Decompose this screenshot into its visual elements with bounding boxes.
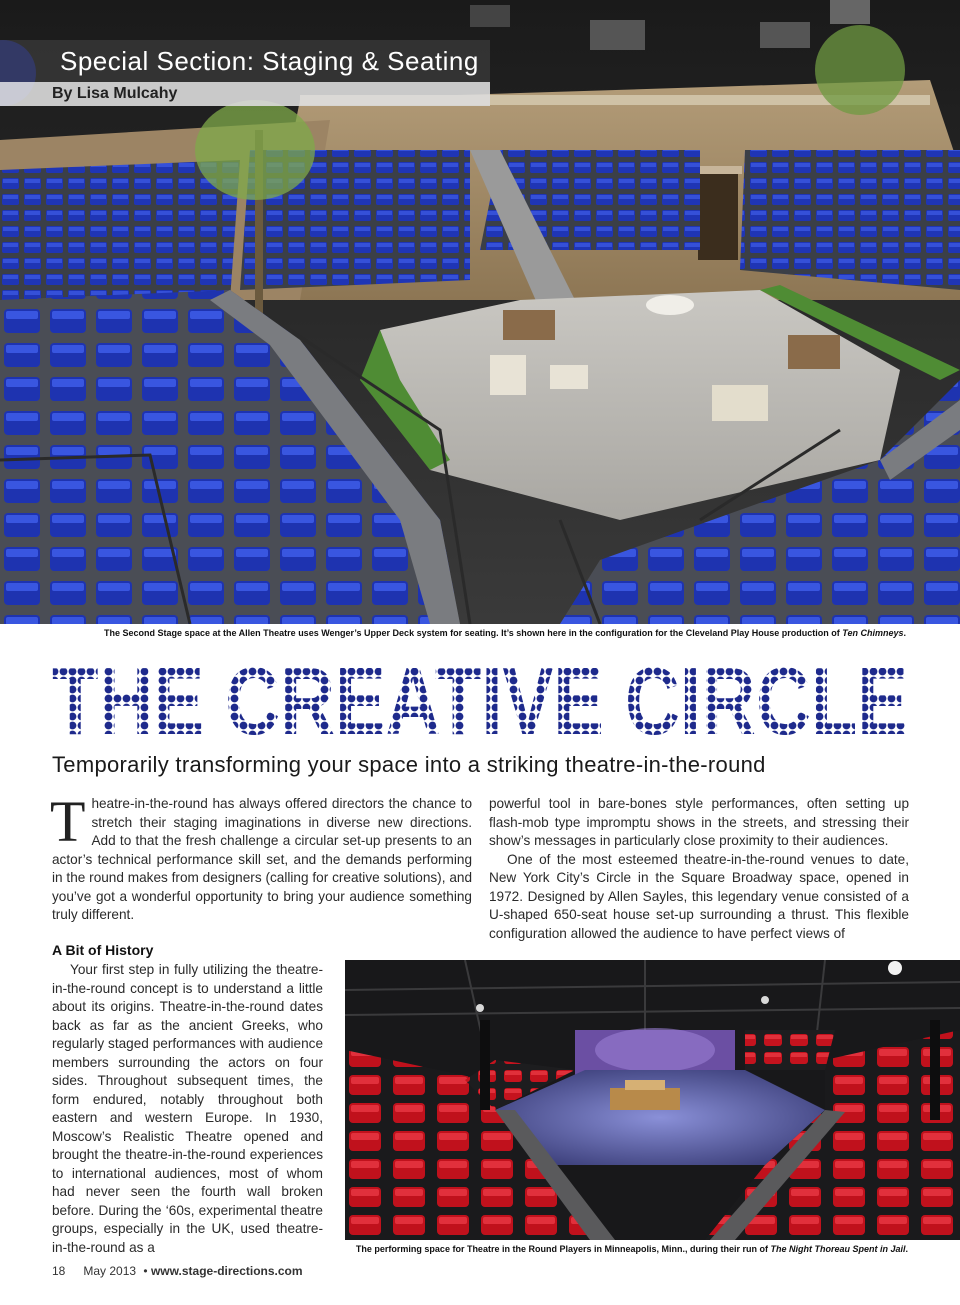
caption-end: . bbox=[905, 1244, 908, 1254]
page-footer bbox=[52, 1262, 303, 1280]
history-column bbox=[52, 961, 323, 1257]
caption-text: The performing space for Theatre in the Round Players in Minneapolis, Minn., during their run of bbox=[355, 1244, 771, 1254]
history-paragraph: Your first step in fully utilizing the theatre-in-the-round concept is to understand a little about its origins. Theatre-in-the-round dates back as far as the ancient Greeks, who regularly staged performances with audience members surrounding the actors on four sides. Throughout subsequent times, the form endured, notably throughout both eastern and western Europe. In 1930, Moscow’s Realistic Theatre opened and brought the theatre-in-the-round experiences to international audiences, most of whom had never seen the fourth wall broken before. During the ‘60s, experimental theatre groups, especially in the UK, used theatre-in-the-round as a bbox=[52, 962, 323, 1255]
top-photo-caption bbox=[0, 625, 906, 641]
caption-end: . bbox=[903, 628, 906, 638]
subheadline: Temporarily transforming your space into a striking theatre-in-the-round bbox=[52, 752, 766, 777]
footer-bullet: • bbox=[143, 1264, 148, 1278]
round-players-illustration bbox=[345, 960, 960, 1240]
caption-production-title: The Night Thoreau Spent in Jail bbox=[770, 1244, 906, 1254]
headline bbox=[50, 658, 910, 740]
section-header bbox=[0, 40, 490, 106]
history-heading: A Bit of History bbox=[52, 942, 154, 958]
top-theatre-photo bbox=[0, 0, 960, 624]
website-link[interactable]: www.stage-directions.com bbox=[150, 1264, 303, 1278]
issue-date: May 2013 bbox=[83, 1264, 137, 1278]
drop-cap: T bbox=[50, 789, 86, 854]
byline: By Lisa Mulcahy bbox=[0, 82, 490, 106]
bottom-theatre-photo bbox=[345, 960, 960, 1240]
caption-production-title: Ten Chimneys bbox=[842, 628, 904, 638]
right-paragraph-2: One of the most esteemed theatre-in-the-round venues to date, New York City’s Circle in the Square Broadway space, opened in 1972. Designed by Allen Sayles, this legendary venue consisted of a U-shaped 650-seat house set-up surrounding a thrust. This flexible configuration allowed the audience to have perfect views of bbox=[489, 851, 909, 941]
intro-text: heatre-in-the-round has always offered directors the chance to stretch their staging imaginations in diverse new directions. Add to that the fresh challenge a circular set-up presents to an actor’s technical performance skill set, and the demands performing in the round makes from designers (calling for creative solutions), and you’ve got a wonderful opportunity to bring your audience something truly different. bbox=[52, 796, 472, 922]
bottom-photo-caption bbox=[345, 1241, 908, 1257]
caption-text: The Second Stage space at the Allen Theatre uses Wenger’s Upper Deck system for seating. It’s shown here in the configuration for the Cleveland Play House production of bbox=[103, 628, 843, 638]
page-number: 18 bbox=[52, 1264, 66, 1278]
right-column bbox=[489, 795, 909, 943]
headline-text: THE CREATIVE CIRCLE bbox=[52, 658, 908, 740]
section-title: Special Section: Staging & Seating bbox=[0, 40, 490, 82]
right-paragraph-1: powerful tool in bare-bones style performances, often setting up flash-mob type impromptu shows in the streets, and stressing their show’s messages in particularly close proximity to their audiences. bbox=[489, 796, 909, 848]
intro-paragraph bbox=[50, 789, 472, 925]
